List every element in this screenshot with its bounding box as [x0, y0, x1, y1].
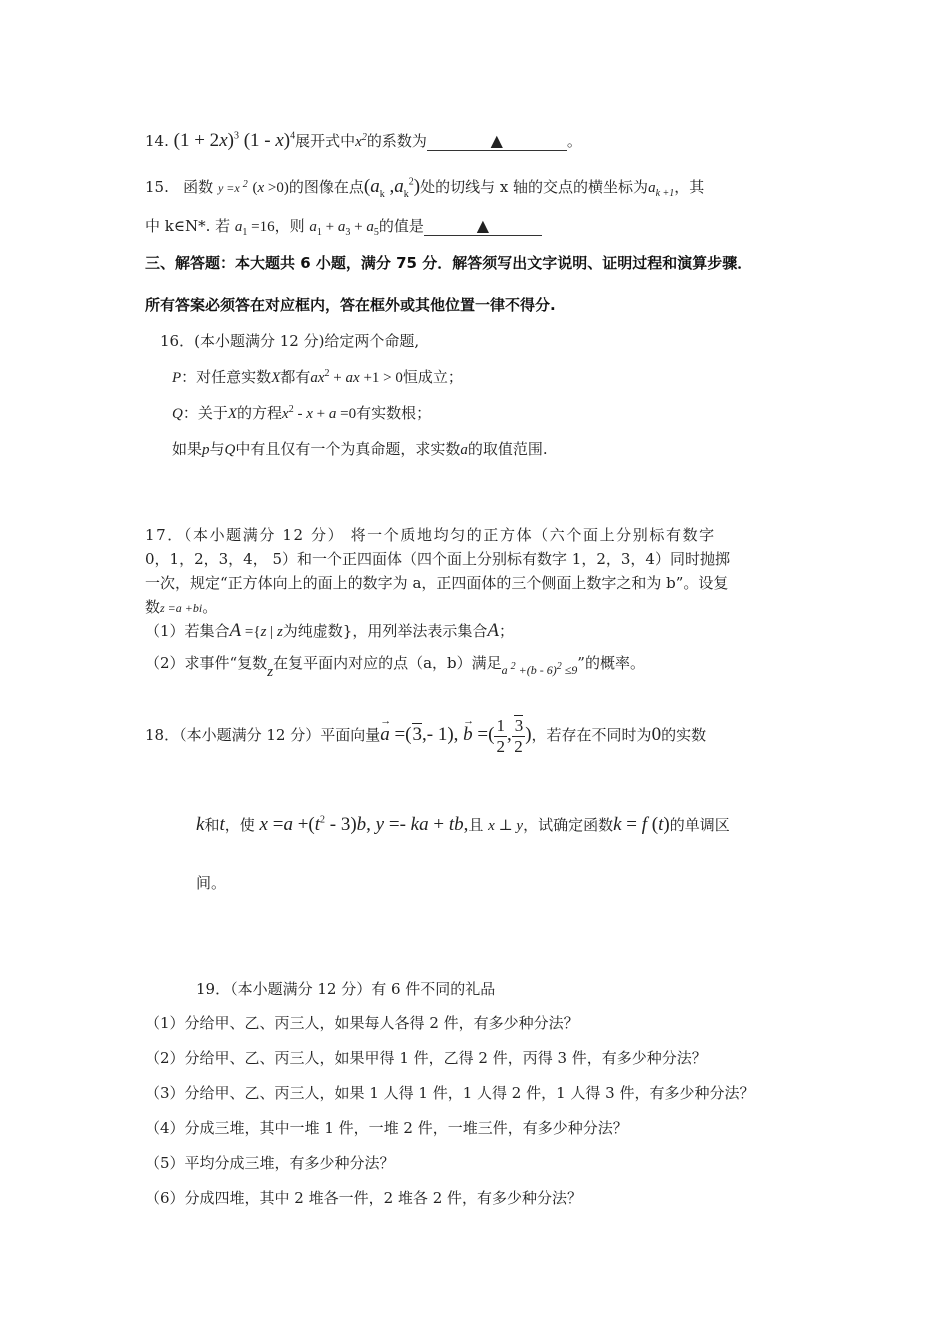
section-heading: 三、解答题：本大题共 6 小题，满分 75 分．解答须写出文字说明、证明过程和演算步骤．	[145, 254, 753, 272]
question-number: 14.	[145, 132, 169, 150]
vector-definition: → a =(3,- 1), → b =(	[380, 724, 494, 745]
question-15-line2: 中 k∈N*. 若 $a_1 =16$，则 $a_1 + a_3 + a_5$的值是 ▲	[145, 215, 542, 238]
proposition-p: P：对任意实数X都有$ax^2$ + ax +1 > 0恒成立；	[172, 368, 463, 386]
question-15: 15. 函数 y =x $^2$ (x >0)的图像在点($a_k$ $,a_k^2$)处的切线与 x 轴的交点的横坐标为$a_{k +1}$，其	[145, 176, 705, 200]
answer-blank: ▲	[427, 132, 567, 151]
section-instruction: 所有答案必须答在对应框内，答在框外或其他位置一律不得分.	[145, 296, 556, 314]
question-17-part2: （2）求事件“复数z在复平面内对应的点（a，b）满足$_{a ^2 +(b - 6)^2 \le 9}$”的概率。	[145, 654, 645, 680]
question-17-line3: 一次，规定“正方体向上的面上的数字为 a，正四面体的三个侧面上数字之和为 b”。设复	[145, 574, 729, 592]
question-19-part: （1）分给甲、乙、丙三人，如果每人各得 2 件，有多少种分法？	[145, 1014, 579, 1032]
answer-blank: ▲	[424, 217, 542, 236]
math-expression: $(1 + 2x)^3$ (1 - x)$^4$	[173, 130, 296, 151]
question-19-header: 19．（本小题满分 12 分）有 6 件不同的礼品	[196, 980, 496, 998]
question-14: 14. $(1 + 2x)^3$ (1 - x)$^4$展开式中$x^2$的系数为 ▲ 。	[145, 130, 582, 151]
question-19-part: （6）分成四堆，其中 2 堆各一件，2 堆各 2 件，有多少种分法？	[145, 1189, 583, 1207]
question-number: 15.	[145, 178, 169, 196]
question-19-part: （5）平均分成三堆，有多少种分法？	[145, 1154, 395, 1172]
question-18-line2: k和t，使 $x =a +(t^2 - 3)b$, y =- ka + tb,且 x ⊥ y，试确定函数k = f (t)的单调区	[196, 814, 730, 835]
question-16-header: 16．(本小题满分 12 分)给定两个命题,	[160, 332, 420, 350]
question-17-line4: 数z =a +bi。	[145, 598, 218, 616]
question-18-header: 18．（本小题满分 12 分）平面向量→ a =(3,- 1), → b =( $\frac{1}{2}$ , $\frac{3}{2}$ )，若存在不同时为0的实数	[145, 712, 706, 758]
question-19-part: （3）分给甲、乙、丙三人，如果 1 人得 1 件，1 人得 2 件，1 人得 3 件，有多少种分法？	[145, 1084, 755, 1102]
question-16-condition: 如果p与Q中有且仅有一个为真命题，求实数a的取值范围.	[172, 440, 548, 458]
proposition-q: Q：关于X的方程$x^2 - x + a =0$有实数根；	[172, 404, 432, 422]
question-17-line2: 0，1，2，3，4， 5）和一个正四面体（四个面上分别标有数字 1，2，3，4）同时抛掷	[145, 550, 730, 568]
question-19-part: （2）分给甲、乙、丙三人，如果甲得 1 件，乙得 2 件，丙得 3 件，有多少种分法？	[145, 1049, 707, 1067]
question-17-part1: （1）若集合A ={z | z为纯虚数}，用列举法表示集合A；	[145, 620, 514, 641]
question-19-part: （4）分成三堆，其中一堆 1 件，一堆 2 件，一堆三件，有多少种分法？	[145, 1119, 628, 1137]
question-18-line3: 间。	[196, 874, 227, 892]
question-17-line1: 17．（本小题满分 12 分） 将一个质地均匀的正方体（六个面上分别标有数字	[145, 526, 716, 544]
